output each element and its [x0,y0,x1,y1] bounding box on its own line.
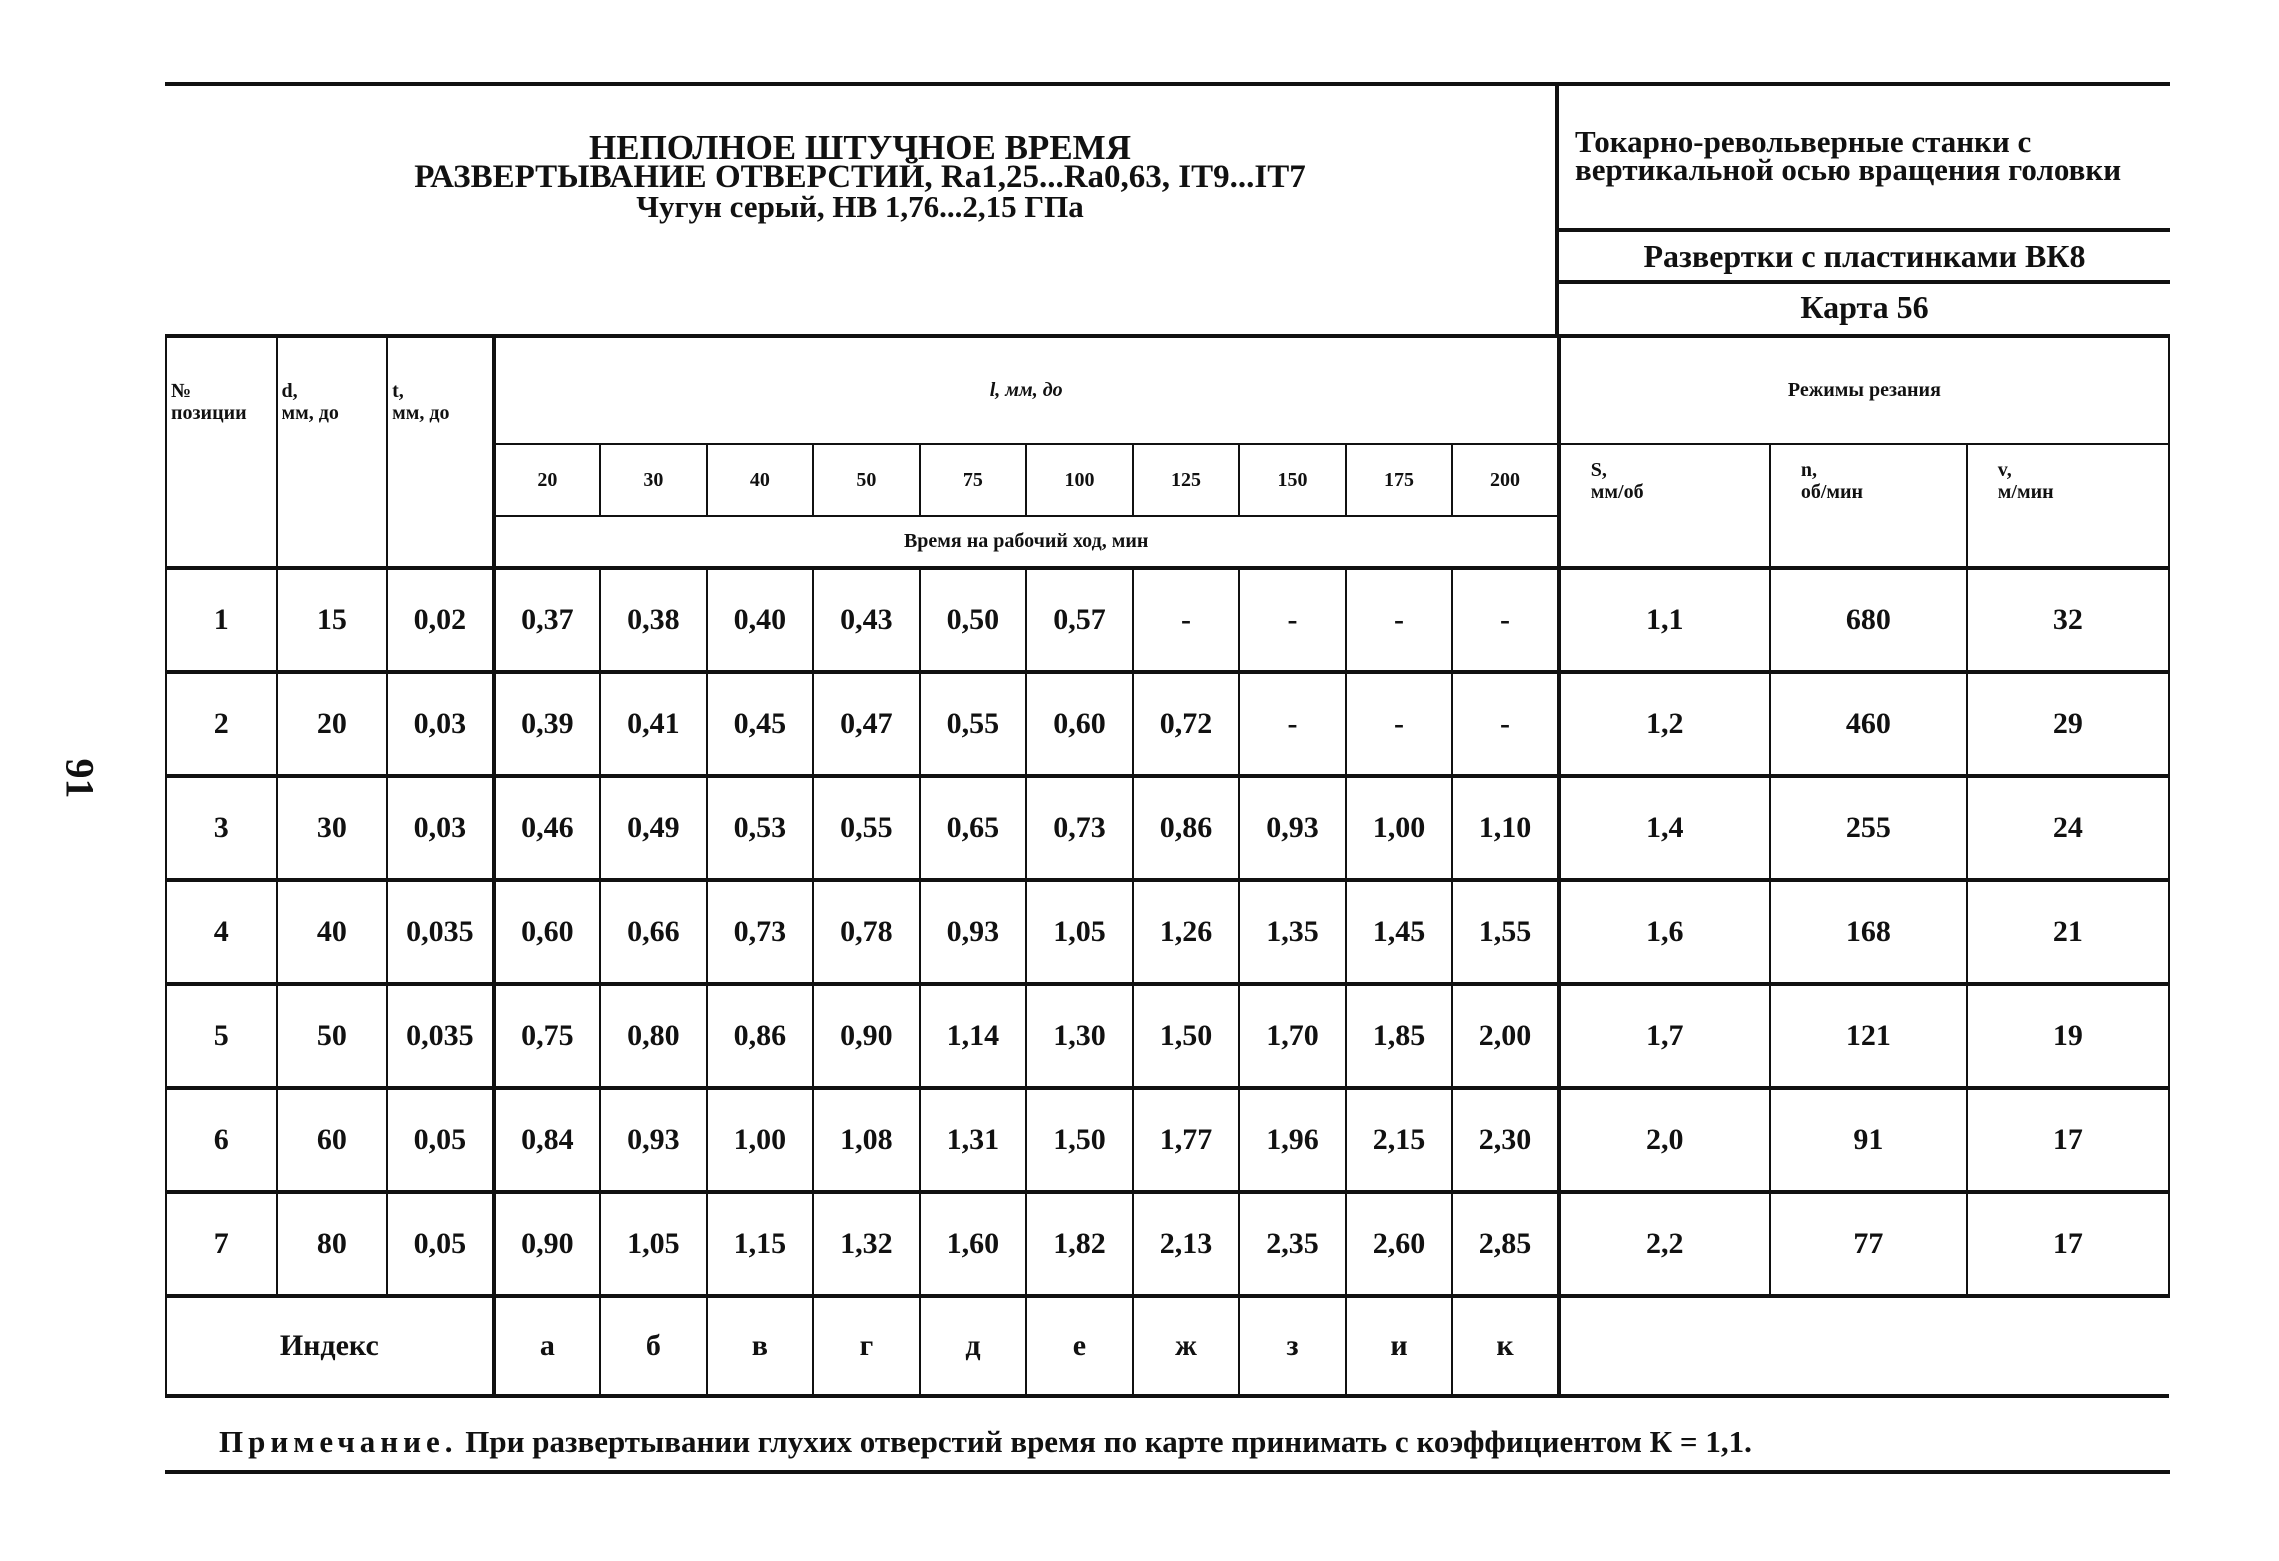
cell-time: 0,55 [920,672,1027,776]
l-value: 50 [813,444,920,516]
cell-time: - [1346,568,1453,672]
cell-time: 1,10 [1452,776,1559,880]
cell-time: 1,77 [1133,1088,1240,1192]
index-cell: к [1452,1296,1559,1396]
cell-position: 2 [166,672,277,776]
cell-time: 1,31 [920,1088,1027,1192]
cell-time: 0,72 [1133,672,1240,776]
cell-d: 15 [277,568,388,672]
l-value: 200 [1452,444,1559,516]
cell-s: 2,0 [1559,1088,1770,1192]
l-value: 75 [920,444,1027,516]
index-row [166,1296,2169,1396]
cell-time: 2,60 [1346,1192,1453,1296]
cell-t: 0,03 [387,672,494,776]
cell-time: - [1346,672,1453,776]
cell-s: 1,1 [1559,568,1770,672]
cell-v: 24 [1967,776,2169,880]
cell-d: 80 [277,1192,388,1296]
cell-position: 3 [166,776,277,880]
cell-time: 0,38 [600,568,707,672]
machine-line-1: Токарно-револьверные станки с [1575,124,2032,159]
table-row [166,776,2169,880]
col-l-header: l, мм, до [494,336,1559,444]
cell-time: 0,49 [600,776,707,880]
cell-time: 0,66 [600,880,707,984]
card-number: Карта 56 [1800,289,1929,325]
title-block [165,86,1559,334]
cell-time: 0,50 [920,568,1027,672]
cell-time: 2,13 [1133,1192,1240,1296]
cell-v: 19 [1967,984,2169,1088]
title-line-2: РАЗВЕРТЫВАНИЕ ОТВЕРСТИЙ, Ra1,25...Ra0,63, IT9...IT7 [414,159,1306,195]
index-empty [1559,1296,2169,1396]
l-value: 100 [1026,444,1133,516]
col-v-line-1: v, [1997,459,2012,481]
title-line-1: НЕПОЛНОЕ ШТУЧНОЕ ВРЕМЯ [589,128,1131,167]
cell-time: - [1133,568,1240,672]
index-cell: а [494,1296,601,1396]
cell-time: - [1239,672,1346,776]
index-cell: д [920,1296,1027,1396]
table-row [166,1192,2169,1296]
cell-time: 0,60 [1026,672,1133,776]
table-row [166,672,2169,776]
col-s-header [1559,444,1770,568]
col-s-line-2: мм/об [1590,481,1644,503]
cell-v: 21 [1967,880,2169,984]
cell-s: 1,4 [1559,776,1770,880]
cell-time: 2,35 [1239,1192,1346,1296]
cell-time: 0,65 [920,776,1027,880]
cell-n: 77 [1770,1192,1967,1296]
index-label: Индекс [166,1296,494,1396]
cell-time: 2,85 [1452,1192,1559,1296]
cell-d: 20 [277,672,388,776]
cell-time: 1,50 [1133,984,1240,1088]
cell-time: 2,15 [1346,1088,1453,1192]
cell-time: - [1452,672,1559,776]
cell-time: 1,00 [1346,776,1453,880]
cell-s: 1,7 [1559,984,1770,1088]
page-number: 91 [57,758,103,799]
table-row [166,984,2169,1088]
col-t-header [387,336,494,568]
cell-v: 17 [1967,1192,2169,1296]
col-v-line-2: м/мин [1997,481,2054,503]
tool-type: Развертки с пластинками ВК8 [1559,232,2170,284]
cell-d: 50 [277,984,388,1088]
cell-time: 0,43 [813,568,920,672]
cell-d: 60 [277,1088,388,1192]
cell-time: 0,93 [920,880,1027,984]
cell-time: 1,70 [1239,984,1346,1088]
cell-time: 1,30 [1026,984,1133,1088]
cell-time: 0,73 [707,880,814,984]
cell-time: 0,75 [494,984,601,1088]
col-d-header [277,336,388,568]
cell-n: 91 [1770,1088,1967,1192]
regimes-header: Режимы резания [1559,336,2169,444]
cell-time: 1,85 [1346,984,1453,1088]
cell-position: 6 [166,1088,277,1192]
col-d-line-2: мм, до [281,402,339,424]
l-value: 40 [707,444,814,516]
l-value: 30 [600,444,707,516]
cell-n: 168 [1770,880,1967,984]
cell-t: 0,02 [387,568,494,672]
cell-time: 0,93 [600,1088,707,1192]
note-text: При развертывании глухих отверстий время по карте принимать с коэффициентом К = 1,1. [457,1424,1752,1459]
l-value: 150 [1239,444,1346,516]
cell-time: 1,50 [1026,1088,1133,1192]
cell-time: 1,82 [1026,1192,1133,1296]
machine-type [1559,86,2170,232]
side-block [1559,86,2170,334]
cell-time: 1,35 [1239,880,1346,984]
cell-s: 2,2 [1559,1192,1770,1296]
cell-time: 0,46 [494,776,601,880]
cell-time: - [1239,568,1346,672]
index-cell: в [707,1296,814,1396]
cell-position: 1 [166,568,277,672]
index-cell: б [600,1296,707,1396]
title-line-3: Чугун серый, НВ 1,76...2,15 ГПа [636,189,1084,224]
table-row [166,568,2169,672]
cell-time: 1,45 [1346,880,1453,984]
cell-time: 1,32 [813,1192,920,1296]
index-cell: е [1026,1296,1133,1396]
cell-v: 17 [1967,1088,2169,1192]
col-position-line-2: позиции [171,402,247,424]
cell-time: 0,86 [707,984,814,1088]
time-label: Время на рабочий ход, мин [494,516,1559,568]
cell-position: 4 [166,880,277,984]
cell-time: 1,08 [813,1088,920,1192]
cell-time: 0,73 [1026,776,1133,880]
l-value: 175 [1346,444,1453,516]
l-value: 20 [494,444,601,516]
cell-position: 5 [166,984,277,1088]
cell-v: 29 [1967,672,2169,776]
cell-time: 0,37 [494,568,601,672]
cell-d: 30 [277,776,388,880]
cell-time: 0,90 [494,1192,601,1296]
cell-time: 1,55 [1452,880,1559,984]
cell-time: 0,41 [600,672,707,776]
col-position-line-1: № [171,380,192,402]
note [165,1398,2170,1474]
cell-t: 0,05 [387,1192,494,1296]
table-body [166,568,2169,1296]
col-n-line-1: n, [1800,459,1817,481]
cell-time: 0,90 [813,984,920,1088]
cell-time: 0,39 [494,672,601,776]
cell-s: 1,6 [1559,880,1770,984]
l-value: 125 [1133,444,1240,516]
table-row [166,880,2169,984]
cell-time: 0,93 [1239,776,1346,880]
cell-t: 0,03 [387,776,494,880]
cell-time: 0,55 [813,776,920,880]
cell-time: 0,40 [707,568,814,672]
col-d-line-1: d, [281,380,298,402]
note-label: Примечание. [219,1424,458,1459]
col-s-line-1: S, [1590,459,1607,481]
cell-time: 0,84 [494,1088,601,1192]
cell-time: 1,96 [1239,1088,1346,1192]
cell-n: 255 [1770,776,1967,880]
cell-time: 1,26 [1133,880,1240,984]
table-row [166,1088,2169,1192]
cell-d: 40 [277,880,388,984]
cell-v: 32 [1967,568,2169,672]
cell-time: - [1452,568,1559,672]
col-n-line-2: об/мин [1800,481,1864,503]
cell-time: 1,60 [920,1192,1027,1296]
cell-time: 0,86 [1133,776,1240,880]
col-v-header [1967,444,2169,568]
cell-n: 460 [1770,672,1967,776]
col-t-line-1: t, [392,380,404,402]
time-table [165,334,2170,1398]
col-t-line-2: мм, до [392,402,450,424]
cell-time: 0,80 [600,984,707,1088]
cell-s: 1,2 [1559,672,1770,776]
index-cell: и [1346,1296,1453,1396]
cell-time: 0,60 [494,880,601,984]
cell-time: 0,78 [813,880,920,984]
cell-time: 1,05 [600,1192,707,1296]
cell-time: 0,47 [813,672,920,776]
cell-time: 0,57 [1026,568,1133,672]
cell-n: 680 [1770,568,1967,672]
cell-t: 0,035 [387,880,494,984]
index-cell: г [813,1296,920,1396]
cell-time: 0,53 [707,776,814,880]
col-n-header [1770,444,1967,568]
index-cell: з [1239,1296,1346,1396]
cell-time: 1,05 [1026,880,1133,984]
machine-line-2: вертикальной осью вращения головки [1575,152,2122,187]
norm-card [165,82,2170,1474]
cell-t: 0,05 [387,1088,494,1192]
index-cell: ж [1133,1296,1240,1396]
cell-position: 7 [166,1192,277,1296]
cell-time: 2,30 [1452,1088,1559,1192]
cell-time: 1,00 [707,1088,814,1192]
cell-time: 2,00 [1452,984,1559,1088]
col-position-header [166,336,277,568]
cell-time: 0,45 [707,672,814,776]
cell-n: 121 [1770,984,1967,1088]
card-header [165,82,2170,338]
cell-time: 1,15 [707,1192,814,1296]
cell-time: 1,14 [920,984,1027,1088]
cell-t: 0,035 [387,984,494,1088]
